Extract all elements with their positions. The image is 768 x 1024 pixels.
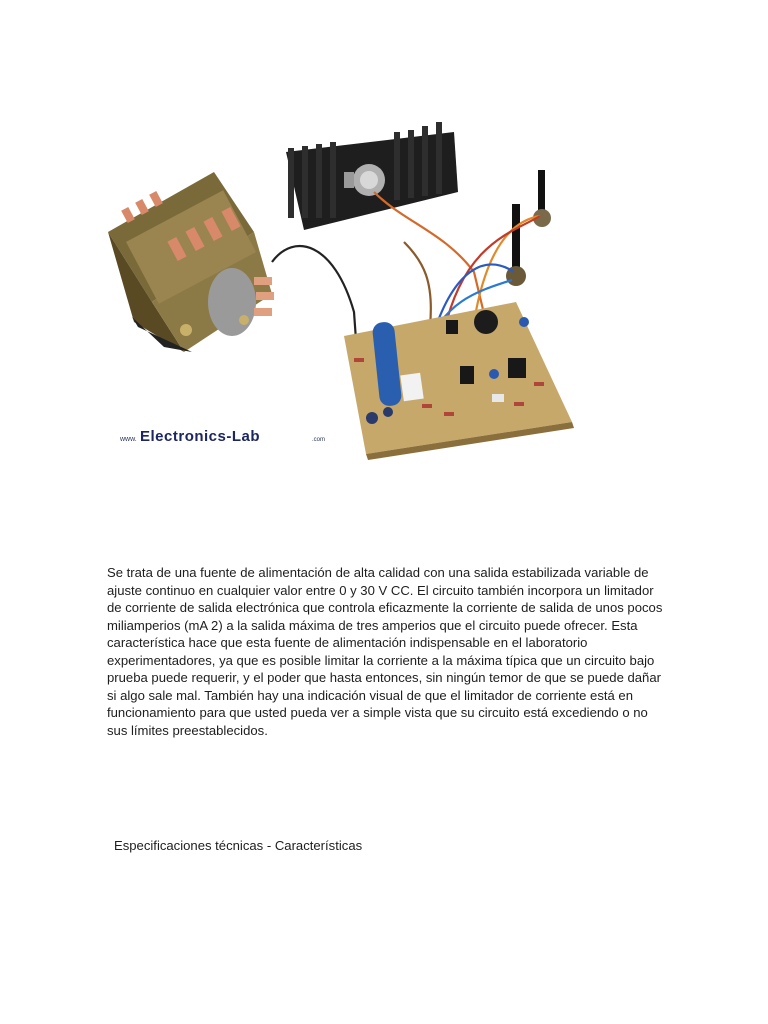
section-heading: Especificaciones técnicas - Características [114,838,363,853]
brand-logo [119,428,325,445]
transformer-illustration [108,172,274,352]
brand-com: .com [312,437,326,443]
heatsink-illustration [286,122,458,230]
brand-main: Electronics-Lab [140,428,261,445]
product-photo [104,112,580,462]
circuit-board-illustration [344,302,574,460]
body-paragraph: Se trata de una fuente de alimentación de alta calidad con una salida estabilizada variable de ajuste continuo en cualquier valor entre 0 y 30 V CC. El circuito también incorpora un limitador de corriente de salida electrónica que controla eficazmente la corriente de salida de unos pocos miliamperios (mA 2) a la salida máxima de tres amperios que el circuito puede ofrecer. Esta característica hace que esta fuente de alimentación indispensable en el laboratorio experimentadores, ya que es posible limitar la corriente a la máxima típica que un circuito bajo prueba puede requerir, y el poder que hasta entonces, sin ningún temor de que se puede dañar si algo sale mal. También hay una indicación visual de que el limitador de corriente está en funcionamiento para que usted pueda ver a simple vista que su circuito está excediendo o no sus límites preestablecidos. [107,565,663,738]
brand-www: www. [120,436,137,443]
